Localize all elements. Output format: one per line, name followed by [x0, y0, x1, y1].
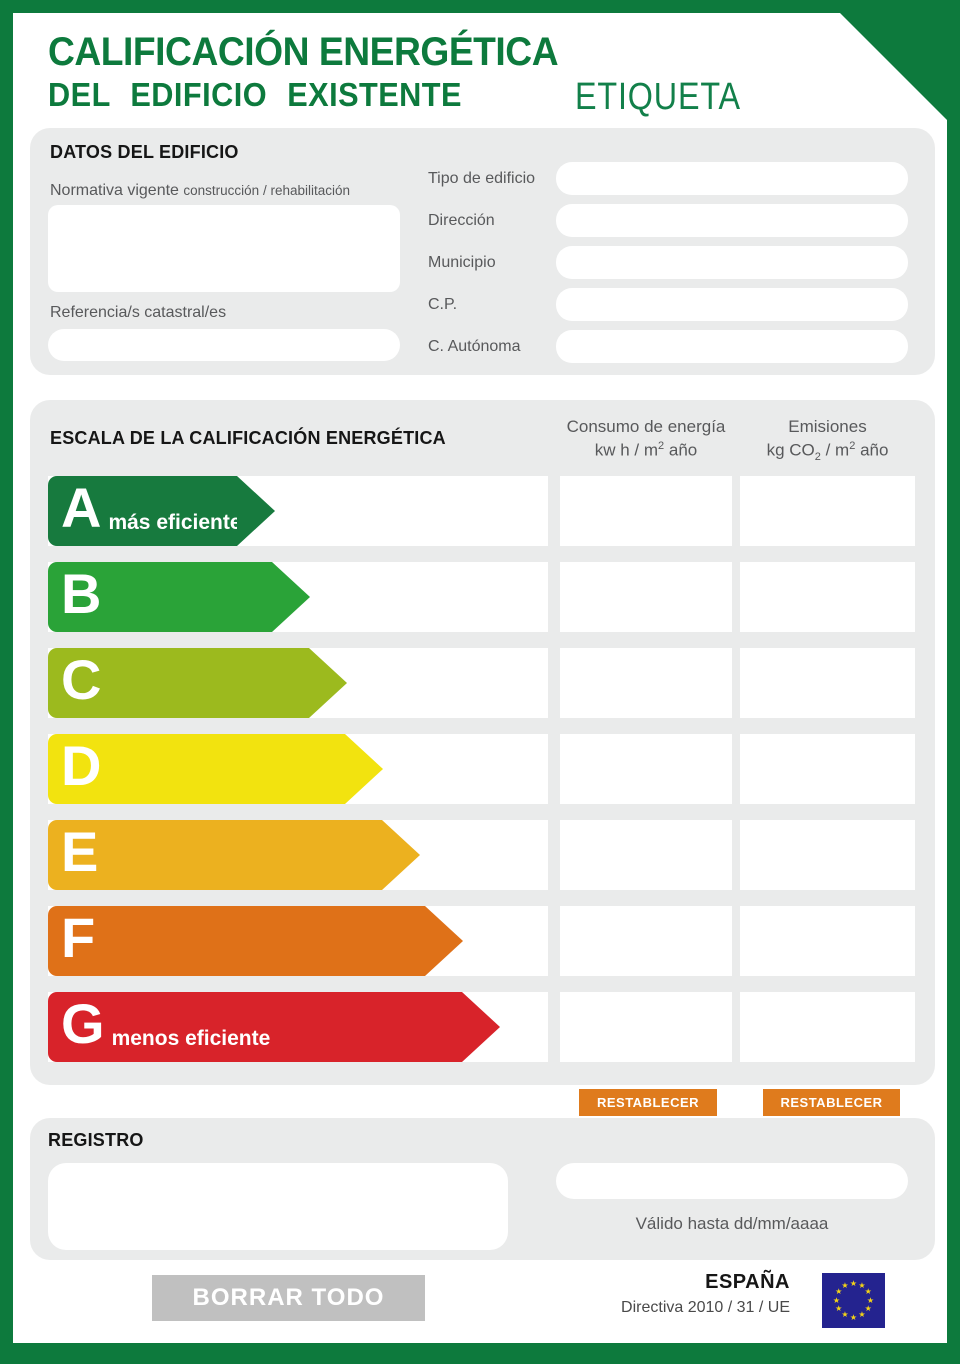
rating-track-g: [48, 992, 548, 1062]
energy-scale-panel: [30, 400, 935, 1085]
eu-star-icon: ★: [841, 1310, 849, 1320]
arrow-tip-icon: [237, 476, 275, 546]
rating-arrow-b: [48, 562, 272, 632]
country-label: ESPAÑA: [705, 1271, 790, 1293]
building-data-title: DATOS DEL EDIFICIO: [50, 142, 239, 162]
eu-star-icon: ★: [866, 1295, 875, 1305]
rating-note-a: más eficiente: [108, 511, 242, 534]
building-data-panel: [30, 128, 935, 375]
rating-arrow-a: [48, 476, 242, 546]
eu-star-icon: ★: [864, 1287, 872, 1296]
consumo-column-header: Consumo de energía kw h / $m^2$ año: [566, 417, 726, 460]
rating-row-c: [48, 648, 915, 718]
rating-track-f: [48, 906, 548, 976]
arrow-tip-icon: [462, 992, 500, 1062]
arrow-tip-icon: [382, 820, 420, 890]
valid-until-label: Válido hasta dd/mm/aaaa: [635, 1214, 829, 1233]
rating-row-f: [48, 906, 915, 976]
ratings-list: [48, 476, 915, 1078]
arrow-tip-icon: [309, 648, 347, 718]
emisiones-value-e[interactable]: [740, 820, 915, 890]
rating-track-a: [48, 476, 548, 546]
eu-star-icon: ★: [832, 1295, 841, 1305]
registro-title: REGISTRO: [48, 1130, 144, 1150]
cp-input[interactable]: [556, 288, 908, 321]
consumo-value-g[interactable]: [560, 992, 732, 1062]
eu-star-icon: ★: [841, 1280, 849, 1290]
direccion-label: Dirección: [428, 212, 495, 229]
rating-letter-a: A: [61, 476, 102, 539]
consumo-value-f[interactable]: [560, 906, 732, 976]
eu-star-icon: ★: [864, 1304, 872, 1313]
emisiones-value-d[interactable]: [740, 734, 915, 804]
rating-letter-f: F: [61, 906, 96, 969]
municipio-label: Municipio: [428, 254, 496, 271]
rating-letter-c: C: [61, 648, 102, 711]
consumo-value-b[interactable]: [560, 562, 732, 632]
rating-row-g: [48, 992, 915, 1062]
normativa-label: Normativa vigente construcción / rehabilitación: [50, 182, 350, 199]
consumo-value-c[interactable]: [560, 648, 732, 718]
eu-star-icon: ★: [835, 1304, 843, 1313]
rating-arrow-g: [48, 992, 462, 1062]
scale-title: ESCALA DE LA CALIFICACIÓN ENERGÉTICA: [50, 428, 446, 448]
rating-row-d: [48, 734, 915, 804]
consumo-value-a[interactable]: [560, 476, 732, 546]
rating-track-d: [48, 734, 548, 804]
cp-label: C.P.: [428, 296, 458, 313]
referencia-input[interactable]: [48, 329, 400, 361]
rating-track-b: [48, 562, 548, 632]
arrow-tip-icon: [272, 562, 310, 632]
emisiones-value-b[interactable]: [740, 562, 915, 632]
eu-star-icon: ★: [835, 1287, 843, 1296]
registro-panel: [30, 1118, 935, 1260]
rating-note-g: menos eficiente: [111, 1027, 271, 1050]
rating-arrow-d: [48, 734, 345, 804]
rating-arrow-e: [48, 820, 382, 890]
etiqueta-label: ETIQUETA: [575, 76, 741, 118]
emisiones-value-c[interactable]: [740, 648, 915, 718]
rating-track-e: [48, 820, 548, 890]
rating-letter-b: B: [61, 562, 102, 625]
eu-star-icon: ★: [858, 1280, 866, 1290]
eu-star-icon: ★: [849, 1278, 858, 1288]
rating-letter-d: D: [61, 734, 102, 797]
municipio-input[interactable]: [556, 246, 908, 279]
page-title-line1: CALIFICACIÓN ENERGÉTICA: [48, 30, 559, 74]
rating-row-e: [48, 820, 915, 890]
eu-star-icon: ★: [858, 1310, 866, 1320]
registro-input[interactable]: [48, 1163, 508, 1250]
rating-track-c: [48, 648, 548, 718]
emisiones-value-a[interactable]: [740, 476, 915, 546]
autonoma-input[interactable]: [556, 330, 908, 363]
page-title-line2: DEL EDIFICIO EXISTENTE: [48, 76, 462, 113]
eu-flag-icon: [822, 1273, 885, 1328]
emisiones-value-f[interactable]: [740, 906, 915, 976]
eu-star-icon: ★: [849, 1312, 858, 1322]
consumo-value-e[interactable]: [560, 820, 732, 890]
consumo-value-d[interactable]: [560, 734, 732, 804]
rating-letter-e: E: [61, 820, 99, 883]
rating-row-b: [48, 562, 915, 632]
arrow-tip-icon: [345, 734, 383, 804]
rating-letter-g: G: [61, 992, 105, 1055]
referencia-label: Referencia/s catastral/es: [50, 304, 227, 321]
reset-emisiones-button[interactable]: RESTABLECER: [763, 1089, 900, 1116]
arrow-tip-icon: [425, 906, 463, 976]
tipo-edificio-label: Tipo de edificio: [428, 170, 536, 187]
reset-consumo-button[interactable]: RESTABLECER: [579, 1089, 717, 1116]
tipo-edificio-input[interactable]: [556, 162, 908, 195]
normativa-sublabel: construcción / rehabilitación: [183, 183, 350, 198]
rating-arrow-f: [48, 906, 425, 976]
emisiones-value-g[interactable]: [740, 992, 915, 1062]
emisiones-column-header: Emisiones kg $CO_2 / m^2$ año: [766, 417, 889, 463]
normativa-input[interactable]: [48, 205, 400, 292]
rating-row-a: [48, 476, 915, 546]
autonoma-label: C. Autónoma: [428, 338, 521, 355]
direccion-input[interactable]: [556, 204, 908, 237]
directive-label: Directiva 2010 / 31 / UE: [621, 1299, 790, 1316]
clear-all-button[interactable]: BORRAR TODO: [152, 1275, 425, 1321]
rating-arrow-c: [48, 648, 309, 718]
country-block: [540, 1271, 790, 1317]
validez-input[interactable]: [556, 1163, 908, 1199]
